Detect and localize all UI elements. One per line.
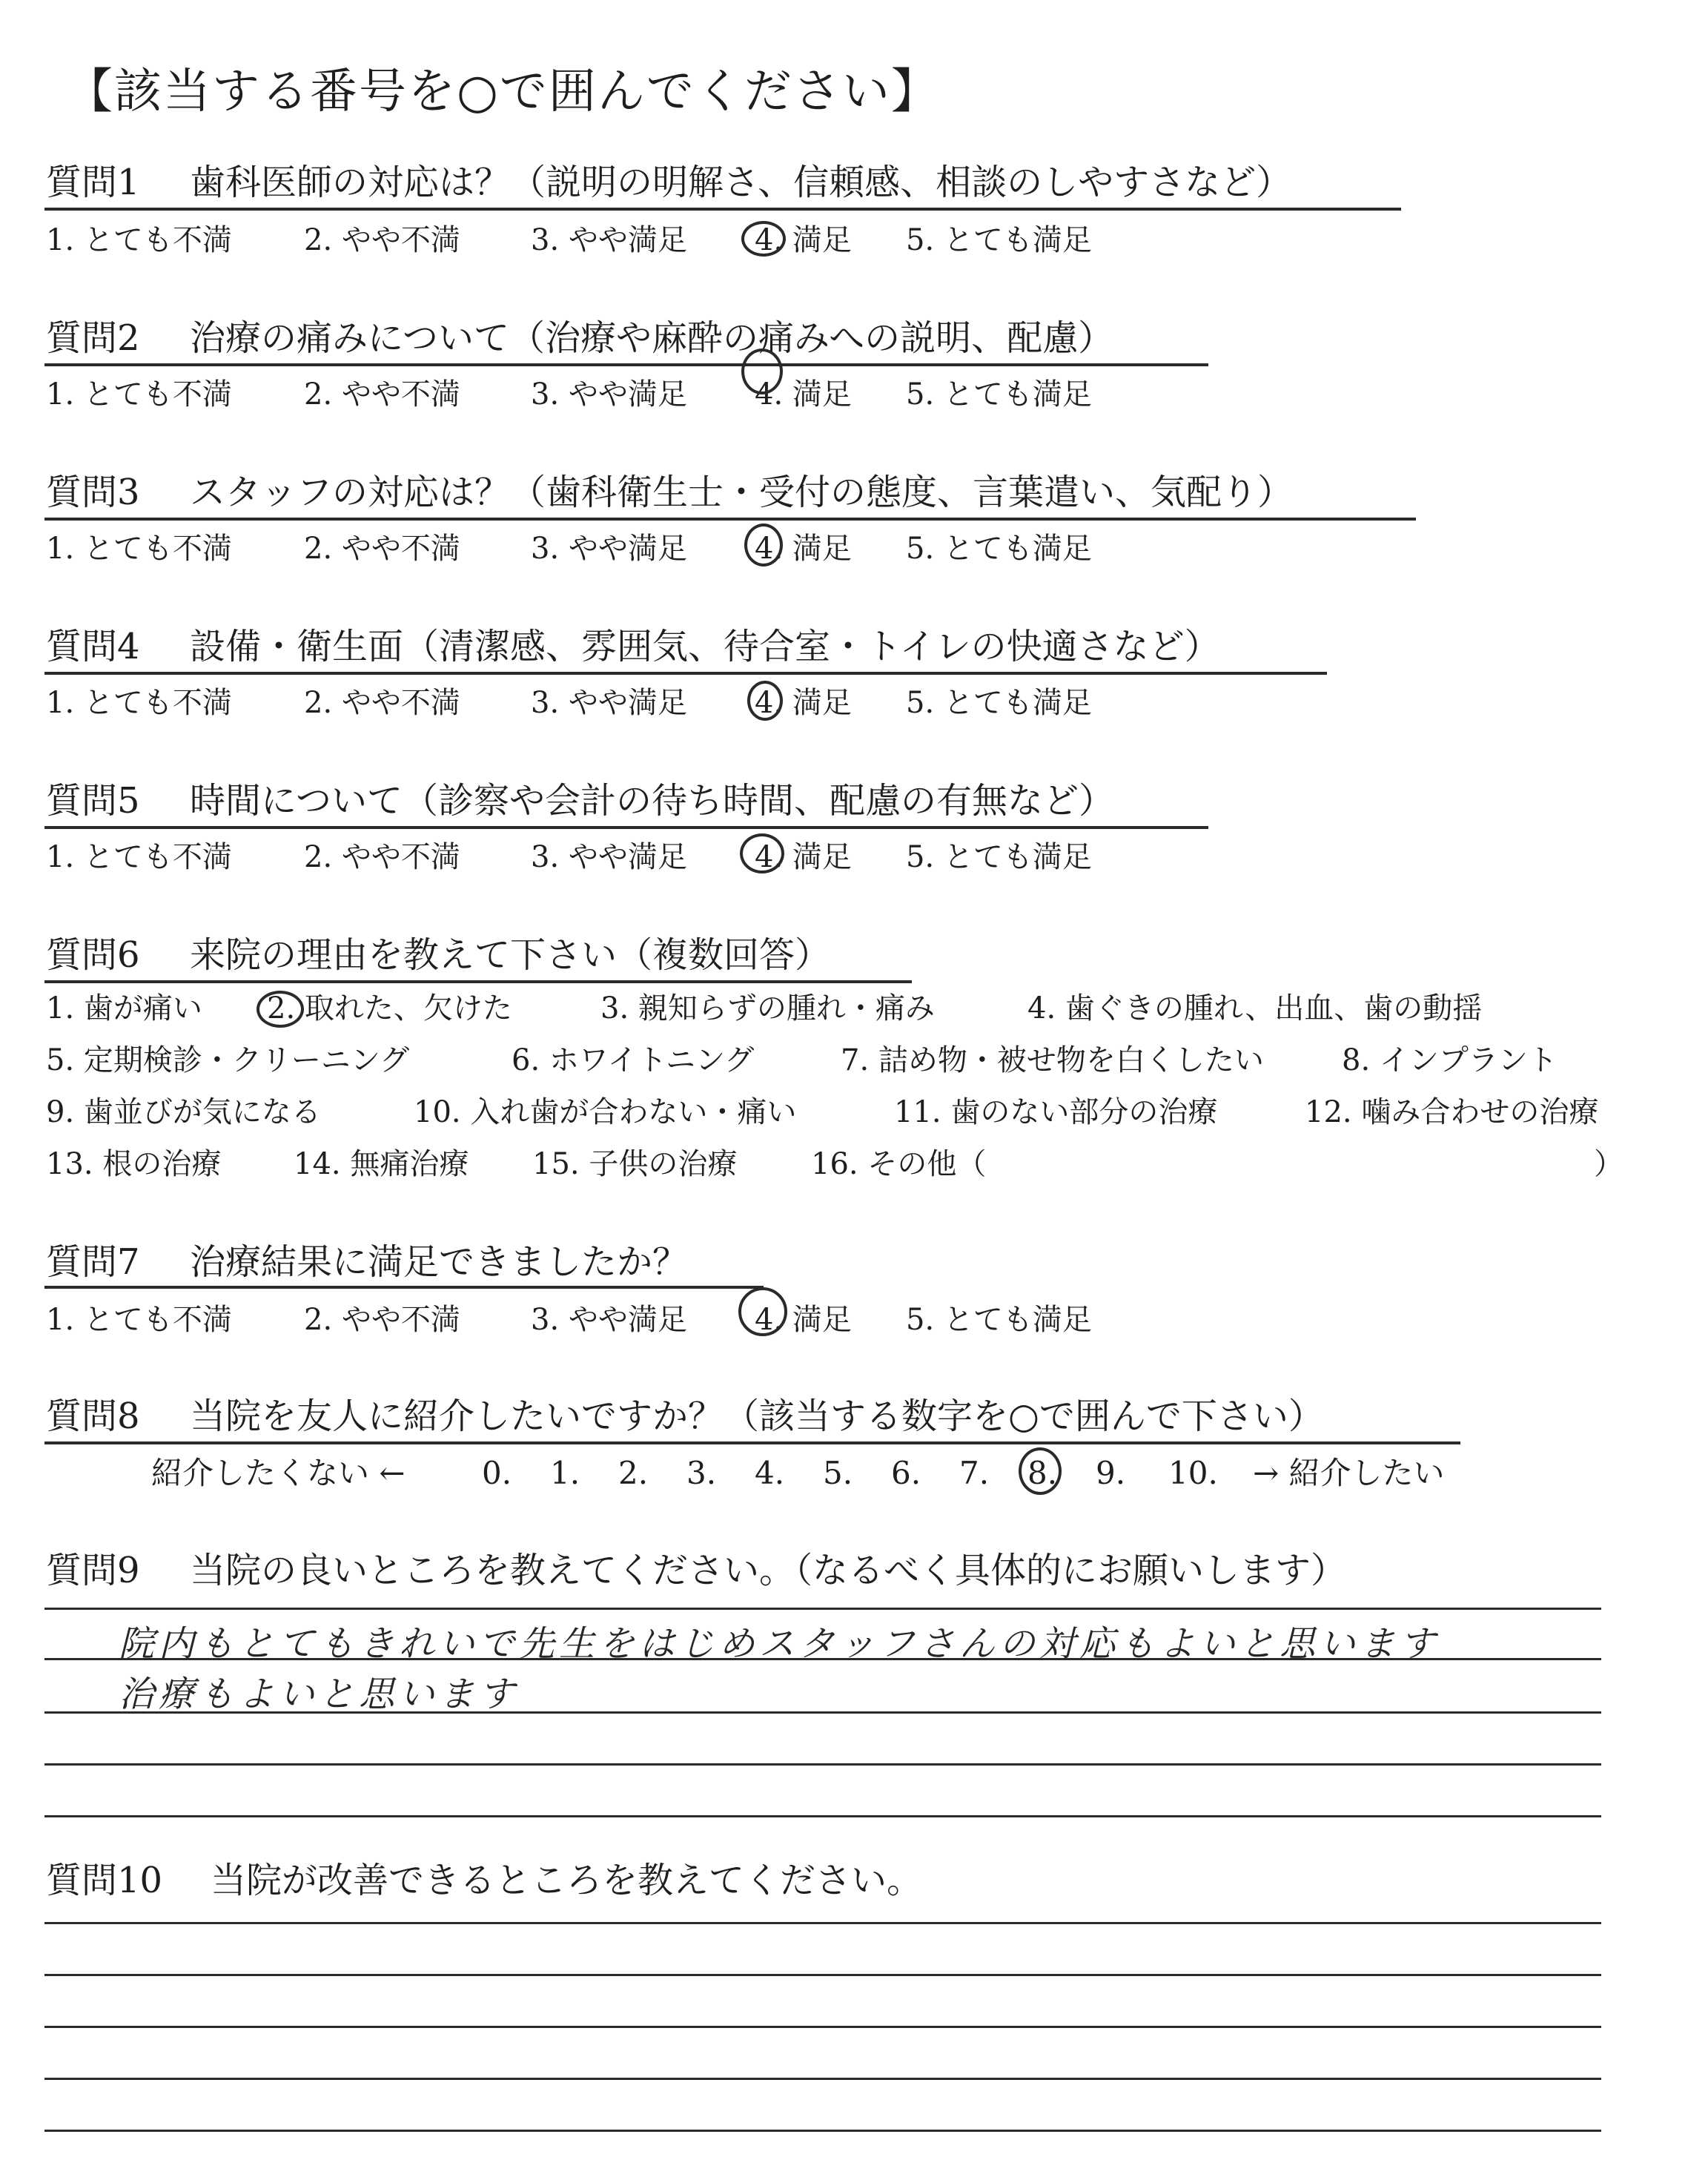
scale-4[interactable]: 4. bbox=[755, 1455, 785, 1491]
reason-12[interactable]: 12. 噛み合わせの治療 bbox=[1305, 1095, 1599, 1129]
reason-2[interactable]: 2. 取れた、欠けた bbox=[267, 991, 512, 1025]
answer-line bbox=[44, 1815, 1601, 1817]
reason-9[interactable]: 9. 歯並びが気になる bbox=[46, 1095, 321, 1129]
option-5[interactable]: 5. とても満足 bbox=[906, 686, 1092, 720]
answer-line bbox=[44, 2026, 1601, 2028]
option-2[interactable]: 2. やや不満 bbox=[304, 1303, 460, 1337]
question-text: スタッフの対応は？（歯科衛生士・受付の態度、言葉遣い、気配り） bbox=[190, 472, 1294, 513]
answer-line bbox=[44, 1608, 1601, 1610]
option-4[interactable]: 4. 満足 bbox=[755, 532, 852, 566]
reason-14[interactable]: 14. 無痛治療 bbox=[294, 1147, 469, 1181]
page-title: 【該当する番号を○で囲んでください】 bbox=[65, 65, 940, 119]
question-label: 質問6 bbox=[46, 934, 140, 976]
question-label: 質問4 bbox=[46, 626, 140, 667]
option-2[interactable]: 2. やや不満 bbox=[304, 377, 460, 412]
reason-16[interactable]: 16. その他（ bbox=[811, 1147, 987, 1181]
question-label: 質問8 bbox=[46, 1396, 140, 1437]
scale-2[interactable]: 2. bbox=[618, 1455, 649, 1491]
reason-13[interactable]: 13. 根の治療 bbox=[46, 1147, 222, 1181]
question-text: 来院の理由を教えて下さい（複数回答） bbox=[190, 934, 831, 976]
option-4[interactable]: 4. 満足 bbox=[755, 840, 852, 874]
underline bbox=[44, 1441, 1460, 1444]
selection-circle bbox=[738, 1287, 787, 1336]
option-5[interactable]: 5. とても満足 bbox=[906, 377, 1092, 412]
question-text: 治療の痛みについて（治療や麻酔の痛みへの説明、配慮） bbox=[190, 317, 1114, 359]
question-label: 質問5 bbox=[46, 780, 140, 822]
option-3[interactable]: 3. やや満足 bbox=[531, 1303, 687, 1337]
question-label: 質問2 bbox=[46, 317, 140, 359]
reason-8[interactable]: 8. インプラント bbox=[1342, 1043, 1558, 1077]
scale-6[interactable]: 6. bbox=[891, 1455, 921, 1491]
reason-6[interactable]: 6. ホワイトニング bbox=[512, 1043, 755, 1077]
option-1[interactable]: 1. とても不満 bbox=[46, 223, 232, 257]
option-4[interactable]: 4. 満足 bbox=[755, 377, 852, 412]
selection-circle bbox=[740, 833, 784, 873]
option-1[interactable]: 1. とても不満 bbox=[46, 686, 232, 720]
selection-circle bbox=[747, 681, 783, 721]
option-2[interactable]: 2. やや不満 bbox=[304, 532, 460, 566]
question-text: 治療結果に満足できましたか？ bbox=[190, 1241, 689, 1283]
option-4[interactable]: 4. 満足 bbox=[755, 686, 852, 720]
option-2[interactable]: 2. やや不満 bbox=[304, 840, 460, 874]
option-1[interactable]: 1. とても不満 bbox=[46, 1303, 232, 1337]
option-3[interactable]: 3. やや満足 bbox=[531, 532, 687, 566]
reason-3[interactable]: 3. 親知らずの腫れ・痛み bbox=[600, 991, 935, 1025]
answer-line bbox=[44, 2130, 1601, 2132]
selection-circle bbox=[744, 524, 783, 567]
option-5[interactable]: 5. とても満足 bbox=[906, 223, 1092, 257]
reason-7[interactable]: 7. 詰め物・被せ物を白くしたい bbox=[841, 1043, 1264, 1077]
answer-line bbox=[44, 1763, 1601, 1766]
question-text: 当院が改善できるところを教えてください。 bbox=[211, 1860, 923, 1901]
question-text: 設備・衛生面（清潔感、雰囲気、待合室・トイレの快適さなど） bbox=[190, 626, 1220, 667]
reason-15[interactable]: 15. 子供の治療 bbox=[532, 1147, 738, 1181]
question-label: 質問9 bbox=[46, 1550, 140, 1591]
reason-1[interactable]: 1. 歯が痛い bbox=[46, 991, 202, 1025]
reason-11[interactable]: 11. 歯のない部分の治療 bbox=[894, 1095, 1218, 1129]
scale-10[interactable]: 10. bbox=[1168, 1455, 1218, 1491]
reason-5[interactable]: 5. 定期検診・クリーニング bbox=[46, 1043, 410, 1077]
question-label: 質問1 bbox=[46, 162, 140, 203]
underline bbox=[44, 672, 1327, 675]
underline bbox=[44, 363, 1208, 366]
selection-circle bbox=[256, 991, 304, 1028]
option-5[interactable]: 5. とても満足 bbox=[906, 1303, 1092, 1337]
reason-10[interactable]: 10. 入れ歯が合わない・痛い bbox=[414, 1095, 797, 1129]
question-label: 質問10 bbox=[46, 1860, 163, 1901]
underline bbox=[44, 1286, 764, 1289]
question-text: 当院の良いところを教えてください。（なるべく具体的にお願いします） bbox=[190, 1550, 1347, 1591]
underline bbox=[44, 980, 912, 983]
underline bbox=[44, 518, 1416, 521]
option-4[interactable]: 4. 満足 bbox=[755, 223, 852, 257]
question-label: 質問3 bbox=[46, 472, 140, 513]
option-5[interactable]: 5. とても満足 bbox=[906, 840, 1092, 874]
option-5[interactable]: 5. とても満足 bbox=[906, 532, 1092, 566]
question-text: 当院を友人に紹介したいですか？（該当する数字を○で囲んで下さい） bbox=[190, 1396, 1324, 1437]
other-close-paren: ） bbox=[1594, 1147, 1623, 1181]
selection-circle bbox=[741, 349, 783, 394]
option-1[interactable]: 1. とても不満 bbox=[46, 377, 232, 412]
answer-line bbox=[44, 1974, 1601, 1976]
option-1[interactable]: 1. とても不満 bbox=[46, 840, 232, 874]
option-3[interactable]: 3. やや満足 bbox=[531, 840, 687, 874]
answer-line bbox=[44, 2078, 1601, 2080]
question-text: 時間について（診察や会計の待ち時間、配慮の有無など） bbox=[190, 780, 1115, 822]
scale-5[interactable]: 5. bbox=[823, 1455, 853, 1491]
option-3[interactable]: 3. やや満足 bbox=[531, 686, 687, 720]
option-2[interactable]: 2. やや不満 bbox=[304, 686, 460, 720]
question-label: 質問7 bbox=[46, 1241, 140, 1283]
scale-7[interactable]: 7. bbox=[959, 1455, 990, 1491]
reason-4[interactable]: 4. 歯ぐきの腫れ、出血、歯の動揺 bbox=[1027, 991, 1483, 1025]
scale-0[interactable]: 0. bbox=[482, 1455, 512, 1491]
scale-left-label: 紹介したくない ← bbox=[151, 1455, 406, 1491]
scale-8[interactable]: 8. bbox=[1027, 1455, 1058, 1491]
selection-circle bbox=[1019, 1447, 1062, 1495]
option-3[interactable]: 3. やや満足 bbox=[531, 223, 687, 257]
selection-circle bbox=[741, 221, 786, 257]
scale-3[interactable]: 3. bbox=[686, 1455, 717, 1491]
question-text: 歯科医師の対応は？（説明の明解さ、信頼感、相談のしやすさなど） bbox=[190, 162, 1292, 203]
option-4[interactable]: 4. 満足 bbox=[755, 1303, 852, 1337]
scale-right-label: → 紹介したい bbox=[1253, 1455, 1445, 1491]
scale-9[interactable]: 9. bbox=[1096, 1455, 1126, 1491]
underline bbox=[44, 208, 1401, 211]
scale-1[interactable]: 1. bbox=[550, 1455, 580, 1491]
answer-line bbox=[44, 1922, 1601, 1924]
underline bbox=[44, 826, 1208, 829]
option-3[interactable]: 3. やや満足 bbox=[531, 377, 687, 412]
handwritten-answer-line-2: 治療もよいと思います bbox=[119, 1674, 520, 1715]
option-2[interactable]: 2. やや不満 bbox=[304, 223, 460, 257]
handwritten-answer-line-1: 院内もとてもきれいで先生をはじめスタッフさんの対応もよいと思います bbox=[119, 1623, 1440, 1665]
option-1[interactable]: 1. とても不満 bbox=[46, 532, 232, 566]
